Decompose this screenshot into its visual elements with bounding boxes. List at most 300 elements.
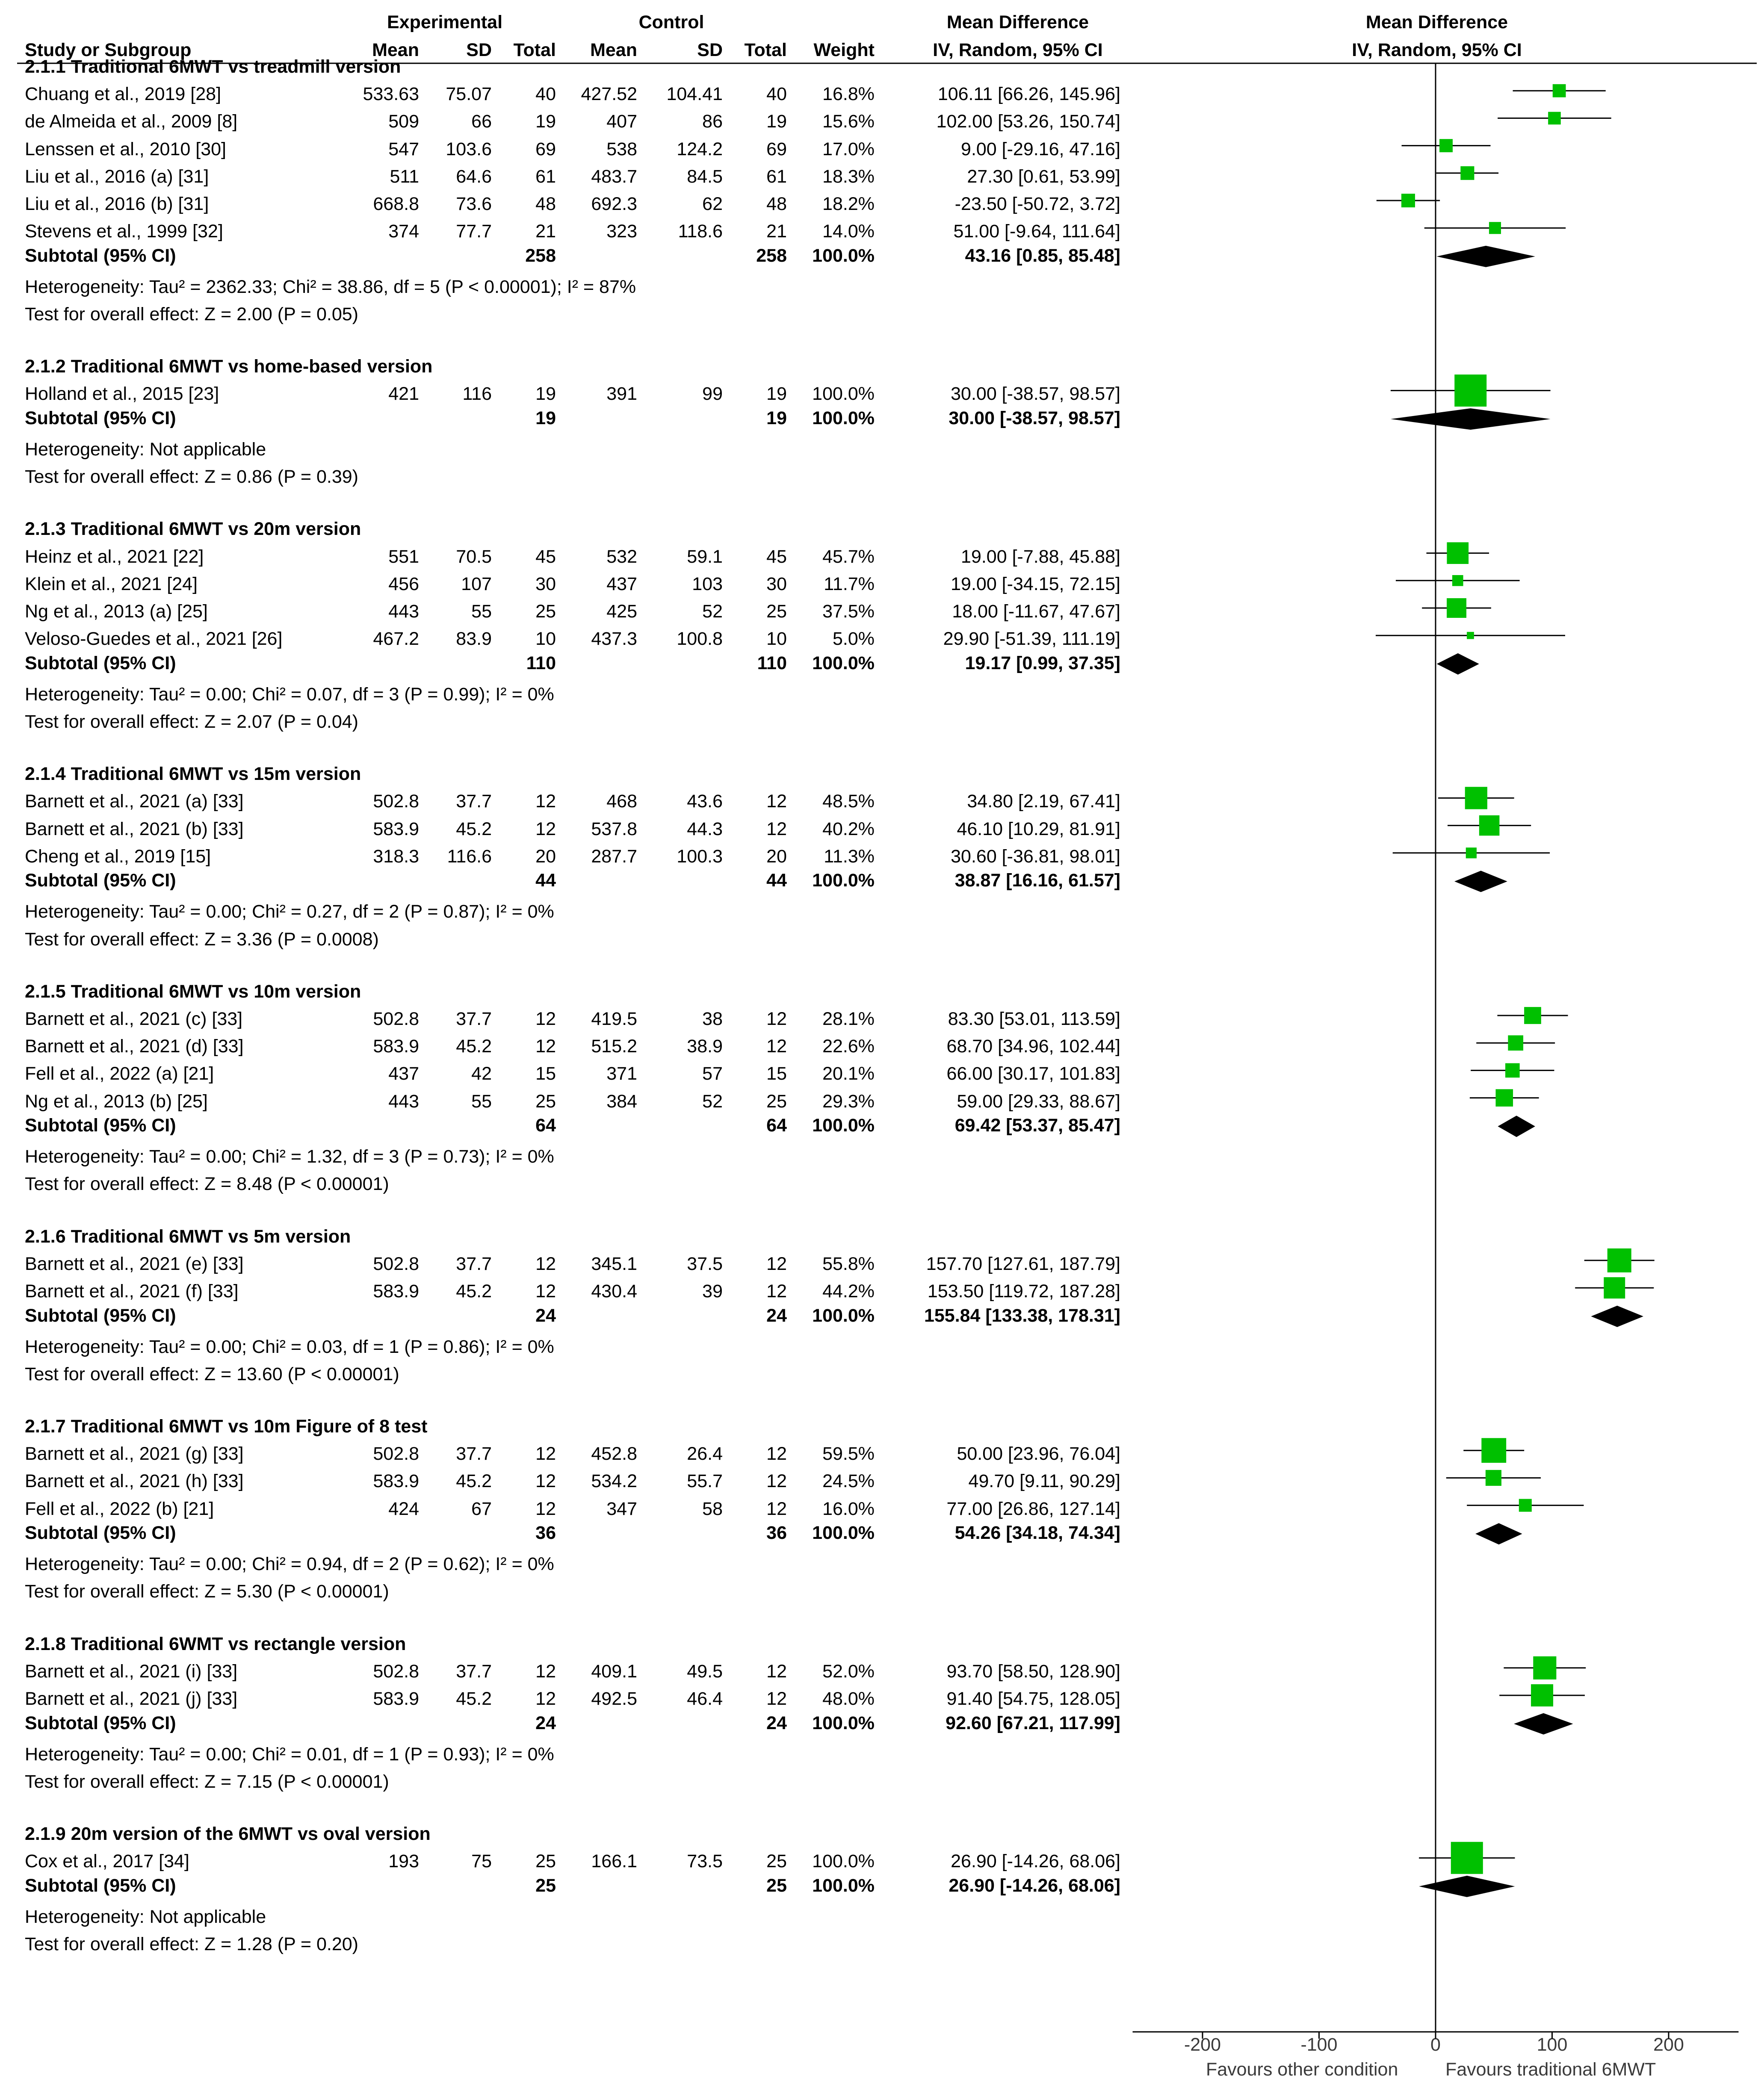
effect-marker [1486,1470,1501,1486]
subtotal-label: Subtotal (95% CI) [25,1712,176,1733]
exp-total-value: 25 [535,601,556,622]
exp-total-value: 21 [535,221,556,242]
ctl-total-value: 25 [766,1875,787,1896]
ctl-sd-value: 52 [702,601,723,622]
md-ci-value: 30.60 [-36.81, 98.01] [951,846,1120,867]
weight-value: 100.0% [812,1305,875,1326]
exp-total-value: 12 [535,1689,556,1709]
effect-marker [1479,815,1500,836]
ctl-sd-value: 49.5 [687,1661,723,1682]
exp-sd-value: 55 [471,601,492,622]
weight-value: 16.8% [822,84,875,105]
exp-sd-value: 45.2 [456,818,492,839]
x-tick-label: 200 [1653,2034,1684,2055]
effect-marker [1447,598,1466,618]
ctl-total-value: 40 [766,84,787,105]
ctl-total-value: 15 [766,1063,787,1084]
effect-marker [1439,139,1453,152]
ctl-total-value: 12 [766,1253,787,1274]
ctl-total-value: 64 [766,1115,787,1136]
study-name: de Almeida et al., 2009 [8] [25,111,238,132]
md-ci-value: 66.00 [30.17, 101.83] [946,1063,1120,1084]
subtotal-diamond [1437,653,1479,675]
weight-value: 15.6% [822,111,875,132]
study-name: Liu et al., 2016 (b) [31] [25,194,209,214]
effect-marker [1467,632,1474,639]
exp-total-value: 61 [535,166,556,187]
ctl-total-value: 19 [766,408,787,428]
ctl-mean-value: 492.5 [591,1689,637,1709]
ctl-mean-value: 345.1 [591,1253,637,1274]
ctl-mean-value: 437 [606,573,637,594]
ctl-total-value: 61 [766,166,787,187]
study-name: Barnett et al., 2021 (e) [33] [25,1253,244,1274]
weight-value: 100.0% [812,652,875,673]
exp-sd-value: 37.7 [456,1661,492,1682]
exp-mean-value: 533.63 [363,84,419,105]
study-name: Barnett et al., 2021 (d) [33] [25,1036,244,1057]
effect-marker [1489,222,1501,234]
weight-value: 5.0% [832,629,875,649]
md-ci-value: 93.70 [58.50, 128.90] [946,1661,1120,1682]
md-ci-value: 46.10 [10.29, 81.91] [957,818,1120,839]
exp-total-value: 20 [535,846,556,867]
ctl-sd-value: 103 [692,573,723,594]
exp-sd-value: 37.7 [456,1253,492,1274]
exp-total-value: 25 [535,1851,556,1872]
weight-value: 16.0% [822,1498,875,1519]
heterogeneity-text: Heterogeneity: Tau² = 2362.33; Chi² = 38.86, df = 5 (P < 0.00001); I² = 87% [25,276,636,297]
weight-value: 11.7% [824,573,875,594]
ctl-mean-value: 437.3 [591,629,637,649]
exp-sd-value: 75.07 [446,84,492,105]
exp-total-value: 12 [535,1253,556,1274]
subgroup-title: 2.1.2 Traditional 6MWT vs home-based version [25,356,433,377]
header-ctl-total: Total [744,40,787,60]
ctl-total-value: 45 [766,546,787,567]
ctl-mean-value: 409.1 [591,1661,637,1682]
header-study: Study or Subgroup [25,40,192,60]
effect-marker [1553,84,1566,97]
exp-mean-value: 502.8 [373,1661,419,1682]
ctl-sd-value: 124.2 [677,139,723,159]
ctl-mean-value: 468 [606,791,637,812]
ctl-total-value: 110 [757,652,787,673]
weight-value: 100.0% [812,1523,875,1544]
ctl-sd-value: 46.4 [687,1689,723,1709]
effect-marker [1447,542,1469,564]
ctl-total-value: 48 [766,194,787,214]
ctl-sd-value: 59.1 [687,546,723,567]
md-ci-value: 102.00 [53.26, 150.74] [936,111,1120,132]
study-name: Barnett et al., 2021 (i) [33] [25,1661,238,1682]
exp-sd-value: 37.7 [456,1444,492,1464]
ctl-sd-value: 100.3 [677,846,723,867]
exp-mean-value: 502.8 [373,1444,419,1464]
ctl-total-value: 69 [766,139,787,159]
ctl-sd-value: 38 [702,1009,723,1029]
exp-sd-value: 75 [471,1851,492,1872]
exp-total-value: 24 [535,1712,556,1733]
exp-sd-value: 45.2 [456,1689,492,1709]
ctl-total-value: 19 [766,111,787,132]
ctl-sd-value: 37.5 [687,1253,723,1274]
subgroup-title: 2.1.4 Traditional 6MWT vs 15m version [25,764,361,785]
subtotal-diamond [1514,1713,1573,1735]
subgroup-title: 2.1.6 Traditional 6MWT vs 5m version [25,1226,351,1247]
ctl-total-value: 25 [766,601,787,622]
exp-mean-value: 437 [388,1063,419,1084]
weight-value: 48.0% [822,1689,875,1709]
ctl-sd-value: 39 [702,1281,723,1302]
ctl-sd-value: 62 [702,194,723,214]
header-plot-method: IV, Random, 95% CI [1352,40,1522,60]
ctl-total-value: 24 [766,1305,787,1326]
exp-mean-value: 511 [390,166,419,187]
md-ci-value: 26.90 [-14.26, 68.06] [951,1851,1120,1872]
exp-total-value: 12 [535,1471,556,1492]
header-control: Control [638,12,704,32]
study-name: Veloso-Guedes et al., 2021 [26] [25,629,283,649]
effect-marker [1460,166,1474,180]
subtotal-diamond [1591,1306,1643,1327]
weight-value: 20.1% [822,1063,875,1084]
weight-value: 52.0% [822,1661,875,1682]
weight-value: 22.6% [822,1036,875,1057]
md-ci-value: 83.30 [53.01, 113.59] [948,1009,1120,1029]
effect-marker [1508,1035,1523,1051]
header-plot-title: Mean Difference [1365,12,1508,32]
exp-mean-value: 318.3 [373,846,419,867]
effect-marker [1607,1249,1631,1272]
ctl-sd-value: 43.6 [687,791,723,812]
ctl-mean-value: 430.4 [591,1281,637,1302]
ctl-mean-value: 532 [606,546,637,567]
exp-total-value: 12 [535,1444,556,1464]
overall-effect-text: Test for overall effect: Z = 7.15 (P < 0.00001) [25,1771,389,1792]
ctl-total-value: 44 [766,870,787,891]
study-name: Ng et al., 2013 (a) [25] [25,601,208,622]
overall-effect-text: Test for overall effect: Z = 2.00 (P = 0.05) [25,304,358,325]
exp-total-value: 30 [535,573,556,594]
md-ci-value: 54.26 [34.18, 74.34] [954,1523,1120,1544]
exp-sd-value: 70.5 [456,546,492,567]
effect-marker [1465,787,1487,809]
weight-value: 37.5% [822,601,875,622]
study-name: Barnett et al., 2021 (f) [33] [25,1281,239,1302]
exp-sd-value: 103.6 [446,139,492,159]
ctl-total-value: 12 [766,1498,787,1519]
md-ci-value: 27.30 [0.61, 53.99] [967,166,1120,187]
ctl-total-value: 30 [766,573,787,594]
exp-total-value: 12 [535,1281,556,1302]
exp-total-value: 12 [535,818,556,839]
md-ci-value: 51.00 [-9.64, 111.64] [953,221,1120,242]
ctl-sd-value: 84.5 [687,166,723,187]
md-ci-value: 19.00 [-7.88, 45.88] [961,546,1120,567]
effect-marker [1454,375,1486,407]
study-name: Fell et al., 2022 (a) [21] [25,1063,214,1084]
exp-mean-value: 583.9 [373,818,419,839]
md-ci-value: 34.80 [2.19, 67.41] [967,791,1120,812]
exp-mean-value: 502.8 [373,791,419,812]
ctl-total-value: 12 [766,1471,787,1492]
exp-total-value: 12 [535,1498,556,1519]
header-ctl-mean: Mean [590,40,637,60]
exp-total-value: 64 [535,1115,556,1136]
ctl-total-value: 21 [766,221,787,242]
effect-marker [1466,847,1477,858]
subtotal-diamond [1419,1876,1515,1897]
subgroup-title: 2.1.9 20m version of the 6MWT vs oval version [25,1824,431,1844]
weight-value: 59.5% [822,1444,875,1464]
x-tick-label: -100 [1300,2034,1338,2055]
exp-sd-value: 45.2 [456,1036,492,1057]
ctl-mean-value: 384 [606,1091,637,1112]
exp-mean-value: 374 [388,221,419,242]
exp-mean-value: 547 [388,139,419,159]
study-name: Heinz et al., 2021 [22] [25,546,204,567]
exp-mean-value: 551 [388,546,419,567]
ctl-total-value: 24 [766,1712,787,1733]
subtotal-diamond [1498,1116,1535,1137]
exp-sd-value: 67 [471,1498,492,1519]
weight-value: 40.2% [822,818,875,839]
ctl-mean-value: 534.2 [591,1471,637,1492]
heterogeneity-text: Heterogeneity: Tau² = 0.00; Chi² = 0.01, df = 1 (P = 0.93); I² = 0% [25,1744,554,1765]
ctl-mean-value: 425 [606,601,637,622]
study-name: Barnett et al., 2021 (j) [33] [25,1689,238,1709]
md-ci-value: 157.70 [127.61, 187.79] [926,1253,1120,1274]
ctl-total-value: 12 [766,1036,787,1057]
heterogeneity-text: Heterogeneity: Not applicable [25,439,266,460]
subtotal-label: Subtotal (95% CI) [25,245,176,266]
md-ci-value: 19.00 [-34.15, 72.15] [951,573,1120,594]
exp-sd-value: 45.2 [456,1471,492,1492]
weight-value: 100.0% [812,1115,875,1136]
subtotal-label: Subtotal (95% CI) [25,870,176,891]
study-name: Barnett et al., 2021 (c) [33] [25,1009,243,1029]
exp-total-value: 12 [535,1036,556,1057]
subtotal-diamond [1436,246,1535,267]
study-name: Klein et al., 2021 [24] [25,573,198,594]
weight-value: 18.3% [822,166,875,187]
exp-total-value: 24 [535,1305,556,1326]
exp-sd-value: 37.7 [456,791,492,812]
ctl-mean-value: 483.7 [591,166,637,187]
exp-mean-value: 583.9 [373,1036,419,1057]
md-ci-value: 26.90 [-14.26, 68.06] [948,1875,1120,1896]
ctl-sd-value: 44.3 [687,818,723,839]
exp-sd-value: 107 [461,573,492,594]
favours-left-label: Favours other condition [1206,2059,1398,2080]
ctl-mean-value: 347 [606,1498,637,1519]
ctl-sd-value: 100.8 [677,629,723,649]
weight-value: 18.2% [822,194,875,214]
weight-value: 17.0% [822,139,875,159]
weight-value: 100.0% [812,870,875,891]
weight-value: 29.3% [822,1091,875,1112]
ctl-mean-value: 692.3 [591,194,637,214]
exp-total-value: 36 [535,1523,556,1544]
ctl-mean-value: 538 [606,139,637,159]
heterogeneity-text: Heterogeneity: Tau² = 0.00; Chi² = 1.32, df = 3 (P = 0.73); I² = 0% [25,1146,554,1167]
exp-mean-value: 443 [388,601,419,622]
ctl-sd-value: 55.7 [687,1471,723,1492]
subtotal-diamond [1391,408,1551,430]
ctl-mean-value: 427.52 [581,84,637,105]
study-name: Cheng et al., 2019 [15] [25,846,211,867]
ctl-sd-value: 57 [702,1063,723,1084]
md-ci-value: 153.50 [119.72, 187.28] [927,1281,1120,1302]
exp-mean-value: 424 [388,1498,419,1519]
md-ci-value: 43.16 [0.85, 85.48] [965,245,1120,266]
exp-mean-value: 193 [388,1851,419,1872]
md-ci-value: 9.00 [-29.16, 47.16] [961,139,1120,159]
effect-marker [1533,1656,1556,1680]
subtotal-label: Subtotal (95% CI) [25,652,176,673]
exp-total-value: 45 [535,546,556,567]
header-md-title: Mean Difference [946,12,1089,32]
exp-mean-value: 502.8 [373,1253,419,1274]
weight-value: 100.0% [812,384,875,404]
ctl-total-value: 20 [766,846,787,867]
favours-right-label: Favours traditional 6MWT [1445,2059,1656,2080]
ctl-mean-value: 452.8 [591,1444,637,1464]
md-ci-value: 30.00 [-38.57, 98.57] [948,408,1120,428]
exp-total-value: 19 [535,384,556,404]
header-exp-mean: Mean [372,40,419,60]
weight-value: 100.0% [812,1712,875,1733]
ctl-mean-value: 323 [606,221,637,242]
header-ctl-sd: SD [697,40,723,60]
subtotal-label: Subtotal (95% CI) [25,1305,176,1326]
exp-total-value: 19 [535,111,556,132]
heterogeneity-text: Heterogeneity: Tau² = 0.00; Chi² = 0.27, df = 2 (P = 0.87); I² = 0% [25,901,554,922]
ctl-sd-value: 38.9 [687,1036,723,1057]
ctl-sd-value: 104.41 [666,84,723,105]
weight-value: 45.7% [822,546,875,567]
study-name: Fell et al., 2022 (b) [21] [25,1498,214,1519]
overall-effect-text: Test for overall effect: Z = 3.36 (P = 0.0008) [25,929,379,950]
overall-effect-text: Test for overall effect: Z = 5.30 (P < 0.00001) [25,1581,389,1602]
effect-marker [1604,1277,1625,1299]
exp-sd-value: 37.7 [456,1009,492,1029]
ctl-total-value: 25 [766,1091,787,1112]
subtotal-diamond [1475,1523,1522,1544]
ctl-mean-value: 537.8 [591,818,637,839]
ctl-total-value: 12 [766,1281,787,1302]
ctl-total-value: 12 [766,1689,787,1709]
subtotal-label: Subtotal (95% CI) [25,1875,176,1896]
exp-sd-value: 77.7 [456,221,492,242]
weight-value: 44.2% [822,1281,875,1302]
ctl-sd-value: 58 [702,1498,723,1519]
md-ci-value: -23.50 [-50.72, 3.72] [954,194,1120,214]
md-ci-value: 19.17 [0.99, 37.35] [965,652,1120,673]
effect-marker [1505,1063,1520,1078]
effect-marker [1452,575,1463,586]
heterogeneity-text: Heterogeneity: Tau² = 0.00; Chi² = 0.94, df = 2 (P = 0.62); I² = 0% [25,1554,554,1575]
header-exp-sd: SD [466,40,492,60]
exp-total-value: 12 [535,1661,556,1682]
effect-marker [1495,1089,1513,1107]
exp-sd-value: 83.9 [456,629,492,649]
weight-value: 24.5% [822,1471,875,1492]
exp-total-value: 40 [535,84,556,105]
exp-mean-value: 509 [388,111,419,132]
exp-mean-value: 583.9 [373,1689,419,1709]
effect-marker [1451,1842,1483,1874]
ctl-sd-value: 52 [702,1091,723,1112]
x-tick-label: -200 [1184,2034,1221,2055]
overall-effect-text: Test for overall effect: Z = 1.28 (P = 0.20) [25,1934,358,1954]
exp-sd-value: 66 [471,111,492,132]
ctl-mean-value: 515.2 [591,1036,637,1057]
ctl-mean-value: 419.5 [591,1009,637,1029]
md-ci-value: 18.00 [-11.67, 47.67] [952,601,1120,622]
subtotal-diamond [1454,871,1507,892]
ctl-total-value: 25 [766,1851,787,1872]
weight-value: 55.8% [822,1253,875,1274]
md-ci-value: 155.84 [133.38, 178.31] [924,1305,1120,1326]
study-name: Lenssen et al., 2010 [30] [25,139,226,159]
effect-marker [1531,1684,1553,1706]
ctl-mean-value: 391 [606,384,637,404]
study-name: Holland et al., 2015 [23] [25,384,219,404]
overall-effect-text: Test for overall effect: Z = 8.48 (P < 0.00001) [25,1174,389,1195]
exp-sd-value: 45.2 [456,1281,492,1302]
exp-total-value: 10 [535,629,556,649]
header-md-method: IV, Random, 95% CI [933,40,1103,60]
ctl-sd-value: 99 [702,384,723,404]
exp-mean-value: 456 [388,573,419,594]
ctl-total-value: 12 [766,818,787,839]
heterogeneity-text: Heterogeneity: Tau² = 0.00; Chi² = 0.07, df = 3 (P = 0.99); I² = 0% [25,684,554,705]
exp-sd-value: 116.6 [447,846,492,867]
weight-value: 100.0% [812,408,875,428]
ctl-sd-value: 26.4 [687,1444,723,1464]
weight-value: 28.1% [822,1009,875,1029]
heterogeneity-text: Heterogeneity: Tau² = 0.00; Chi² = 0.03, df = 1 (P = 0.86); I² = 0% [25,1336,554,1357]
study-name: Stevens et al., 1999 [32] [25,221,223,242]
exp-sd-value: 42 [471,1063,492,1084]
subtotal-label: Subtotal (95% CI) [25,1523,176,1544]
ctl-mean-value: 371 [606,1063,637,1084]
md-ci-value: 106.11 [66.26, 145.96] [937,84,1120,105]
ctl-mean-value: 287.7 [591,846,637,867]
effect-marker [1519,1499,1532,1512]
exp-total-value: 15 [535,1063,556,1084]
md-ci-value: 68.70 [34.96, 102.44] [946,1036,1120,1057]
exp-sd-value: 55 [471,1091,492,1112]
subgroup-title: 2.1.1 Traditional 6MWT vs treadmill version [25,56,401,77]
header-weight: Weight [813,40,875,60]
study-name: Barnett et al., 2021 (h) [33] [25,1471,244,1492]
subtotal-label: Subtotal (95% CI) [25,408,176,428]
weight-value: 48.5% [822,791,875,812]
md-ci-value: 92.60 [67.21, 117.99] [946,1712,1120,1733]
study-name: Chuang et al., 2019 [28] [25,84,222,105]
exp-total-value: 19 [535,408,556,428]
exp-mean-value: 421 [388,384,419,404]
effect-marker [1481,1438,1506,1463]
subtotal-label: Subtotal (95% CI) [25,1115,176,1136]
study-name: Ng et al., 2013 (b) [25] [25,1091,208,1112]
exp-total-value: 12 [535,1009,556,1029]
exp-mean-value: 443 [388,1091,419,1112]
subgroup-title: 2.1.5 Traditional 6MWT vs 10m version [25,981,361,1002]
